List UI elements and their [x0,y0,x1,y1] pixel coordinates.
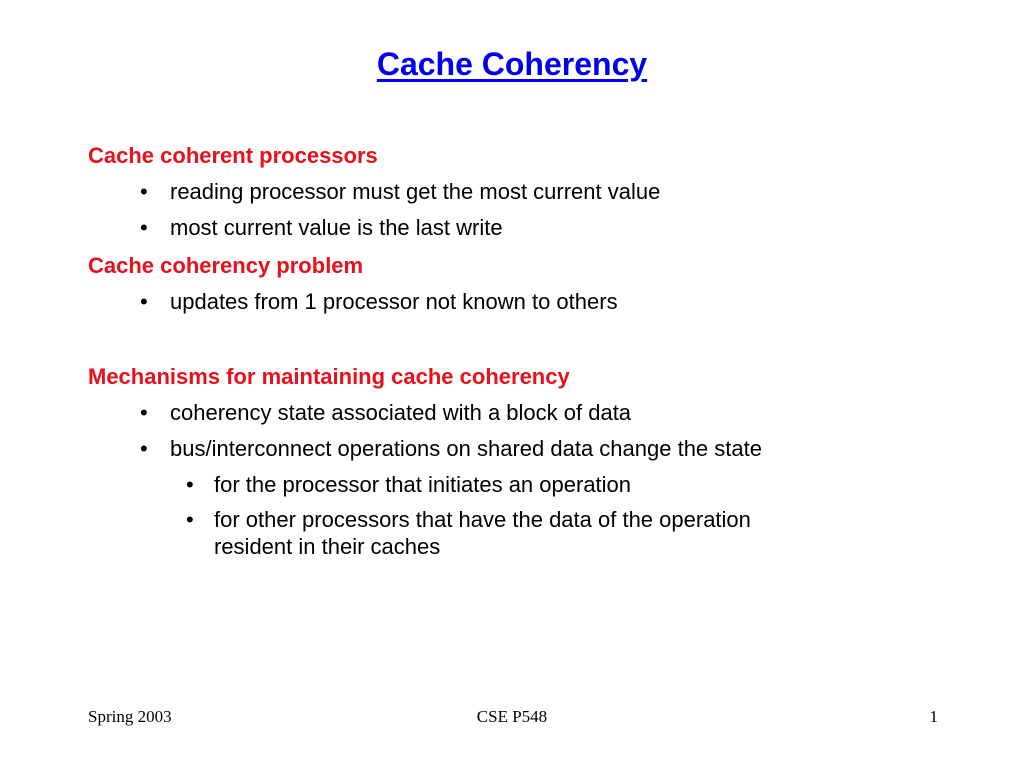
bullet-text: for the processor that initiates an operation [214,472,632,497]
bullet-dot-icon: • [186,507,194,532]
section-heading-cache-coherency-problem: Cache coherency problem [88,253,364,278]
section-heading-mechanisms: Mechanisms for maintaining cache coherency [88,364,570,389]
bullet-dot-icon: • [140,436,148,461]
footer-course: CSE P548 [476,707,548,726]
bullet-dot-icon: • [140,215,148,240]
bullet-dot-icon: • [140,179,148,204]
bullet-text: reading processor must get the most current value [170,179,661,204]
bullet-dot-icon: • [140,400,148,425]
bullet-text: for other processors that have the data of the operation [214,507,751,532]
bullet-text: coherency state associated with a block of data [170,400,632,425]
bullet-text: most current value is the last write [170,215,503,240]
slide-title[interactable]: Cache Coherency [376,46,648,82]
bullet-text: updates from 1 processor not known to others [170,289,618,314]
bullet-dot-icon: • [186,472,194,497]
section-heading-cache-coherent-processors: Cache coherent processors [88,143,378,168]
bullet-dot-icon: • [140,289,148,314]
footer-left-date: Spring 2003 [88,707,172,726]
bullet-text: resident in their caches [214,534,441,559]
footer-page-number: 1 [929,707,938,726]
bullet-text: bus/interconnect operations on shared data change the state [170,436,762,461]
